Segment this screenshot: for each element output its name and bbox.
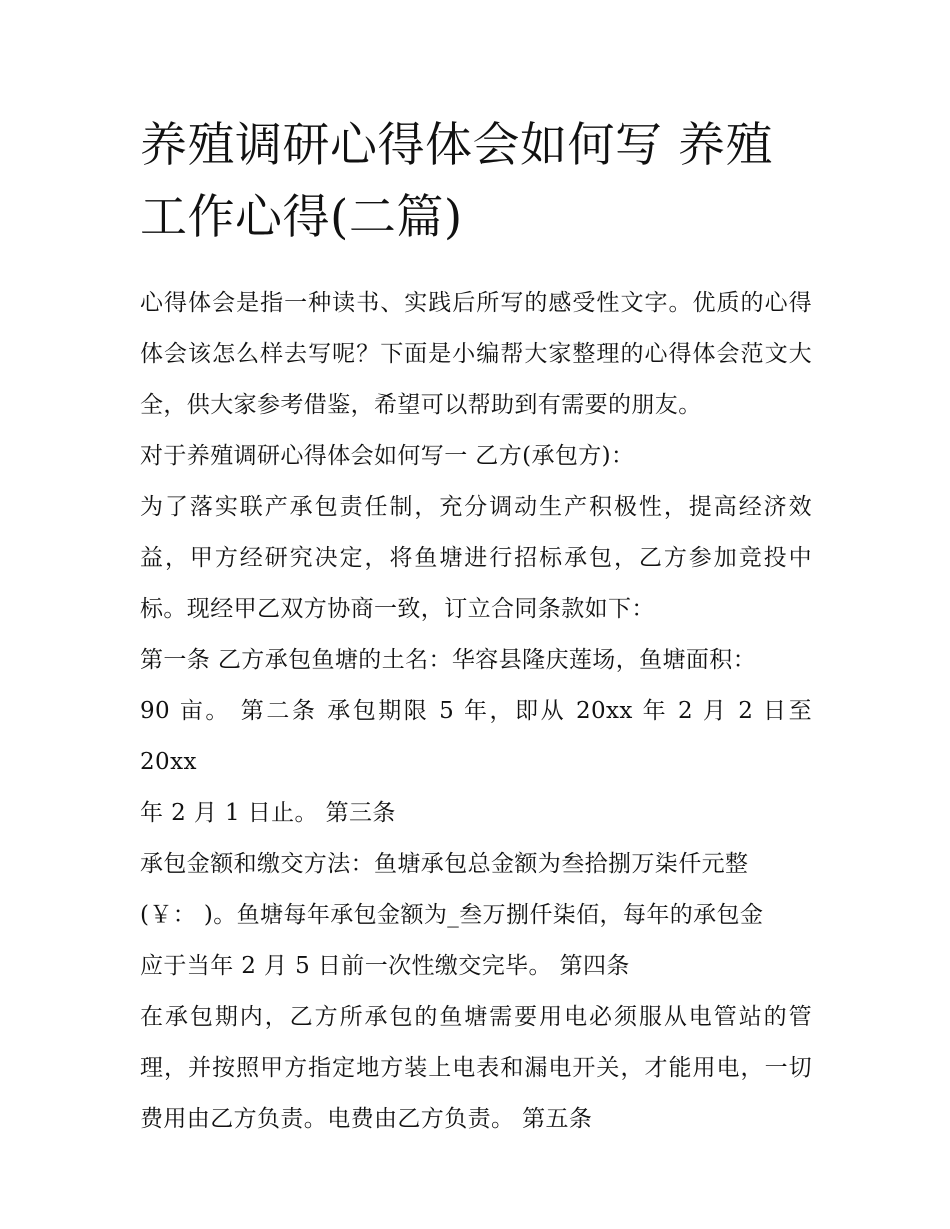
paragraph-contract-preamble: 为了落实联产承包责任制，充分调动生产积极性，提高经济效益，甲方经研究决定，将鱼塘进行招标承包，乙方参加竞投中标。现经甲乙双方协商一致，订立合同条款如下： — [140, 494, 812, 622]
paragraph-article-three: 承包金额和缴交方法：鱼塘承包总金额为叁拾捌万柒仟元整 (￥： )。鱼塘每年承包金额为_叁万捌仟柒佰，每年的承包金 应于当年 2 月 5 日前一次性缴交完毕。 第四条 — [140, 851, 764, 979]
paragraph-article-four: 在承包期内，乙方所承包的鱼塘需要用电必须服从电管站的管理，并按照甲方指定地方装上电表和漏电开关，才能用电，一切费用由乙方负责。电费由乙方负责。 第五条 — [140, 1004, 812, 1132]
document-page — [140, 110, 812, 1145]
paragraph-intro: 心得体会是指一种读书、实践后所写的感受性文字。优质的心得体会该怎么样去写呢？下面是小编帮大家整理的心得体会范文大全，供大家参考借鉴，希望可以帮助到有需要的朋友。 — [140, 290, 812, 418]
document-title: 养殖调研心得体会如何写 养殖工作心得(二篇) — [140, 118, 773, 245]
document-body — [140, 278, 812, 1145]
paragraph-heading-part-one: 对于养殖调研心得体会如何写一 乙方(承包方)： — [140, 443, 635, 469]
paragraph-article-one-two: 第一条 乙方承包鱼塘的土名：华容县隆庆莲场，鱼塘面积： 90 亩。 第二条 承包期限 5 年，即从 20xx 年 2 月 2 日至 20xx 年 2 月 1 日止。 第三条 — [140, 647, 812, 826]
